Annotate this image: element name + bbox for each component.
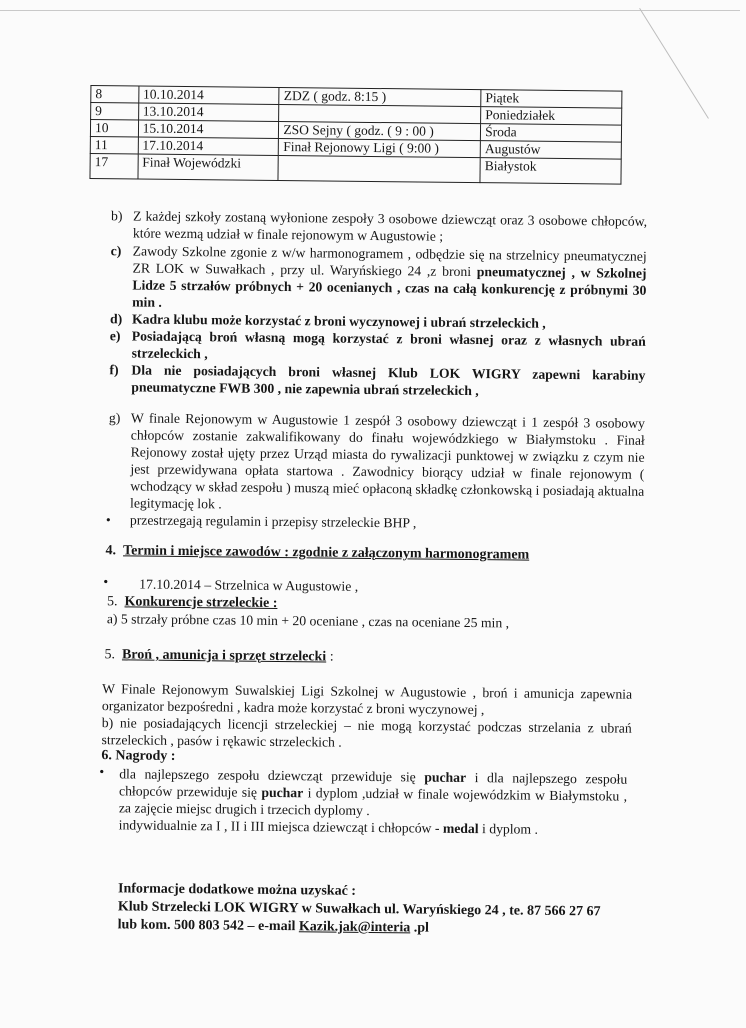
cell-place xyxy=(279,104,481,123)
cell-date: 17.10.2014 xyxy=(138,137,279,155)
cell-place: ZDZ ( godz. 8:15 ) xyxy=(279,87,481,106)
section-title: Broń , amunicja i sprzęt strzelecki xyxy=(121,647,327,665)
section-5b-heading: 5. Broń , amunicja i sprzęt strzelecki : xyxy=(104,647,334,665)
table-row xyxy=(90,154,621,185)
cell-place: ZSO Sejny ( godz. ( 9 : 00 ) xyxy=(279,121,481,140)
cell-day: Środa xyxy=(481,124,622,142)
cell-day: Poniedziałek xyxy=(481,107,622,125)
cell-day: Białystok xyxy=(480,158,621,184)
cell-number: 11 xyxy=(90,137,138,154)
cell-number: 10 xyxy=(90,120,138,137)
prize-puchar: puchar xyxy=(261,784,304,801)
section-5a-heading: 5. Konkurencje strzeleckie : xyxy=(106,594,278,612)
bullet-icon: • xyxy=(105,512,111,528)
email-link[interactable]: Kazik.jak@interia xyxy=(298,919,411,936)
rule-label: g) xyxy=(108,410,121,426)
section-5b-paragraph-1: W Finale Rejonowym Suwalskiej Ligi Szkolnej w Augustowie , broń i amunicja zapewnia organizator bezpośredni , kadra może korzystać z broni wyczynowej , xyxy=(101,681,633,718)
section-4-item: 17.10.2014 – Strzelnica w Augustowie , xyxy=(139,576,359,594)
section-6-paragraph: dla najlepszego zespołu dziewcząt przewiduje się puchar i dla najlepszego zespołu chłopców przewiduje się puchar i dyplom ,udział w finale wojewódzkim w Białymstoku , za zajęcie miejsc drugich i trzecich dyplomy . indywidualnie za I , II i III miejsca dziewcząt i chłopców - medal i dyplom . xyxy=(118,766,628,837)
schedule-table xyxy=(89,85,622,185)
cell-number: 9 xyxy=(91,103,139,120)
rule-text: Kadra klubu może korzystać z broni wyczynowej i ubrań strzeleckich , xyxy=(131,311,546,331)
prize-puchar: puchar xyxy=(424,769,467,785)
cell-date: 10.10.2014 xyxy=(138,86,279,104)
cell-number: 8 xyxy=(91,86,139,103)
rule-b xyxy=(111,207,647,247)
rule-text: Posiadającą broń własną mogą korzystać z broni własnej oraz z własnych ubrań strzeleckich , xyxy=(131,328,646,362)
rule-label: d) xyxy=(109,311,123,327)
cell-date: Finał Wojewódzki xyxy=(138,154,279,180)
cell-place xyxy=(278,155,480,182)
cell-day: Piątek xyxy=(481,90,622,108)
rule-label: c) xyxy=(110,243,122,259)
section-4-heading: 4. Termin i miejsce zawodów : zgodnie z załączonym harmonogramem xyxy=(105,543,530,563)
section-5b-paragraph-2: b) nie posiadających licencji strzeleckiej – nie mogą korzystać podczas strzelania z ubrań strzeleckich , pasów i rękawic strzeleckich . xyxy=(101,715,632,750)
rule-label: e) xyxy=(109,328,121,344)
rule-text: Zawody Szkolne zgonie z w/w harmonogramem , odbędzie się na strzelnicy pneumatycznej ZR LOK w Suwałkach , przy ul. Waryńskiego 24 ,z broni xyxy=(132,243,647,280)
rule-text: W finale Rejonowym w Augustowie 1 zespół 3 osobowy dziewcząt i 1 zespół 3 osobowy chłopców zostanie zakwalifikowany do finału wojewódzkiego w Białymstoku . Finał Rejonowy został ujęty przez Urząd miasta do rywalizacji punktowej w związku z czym nie jest przewidywana opłata startowa . Zawodnicy biorący udział w finale rejonowym ( wchodzący w skład zespołu ) muszą mieć opłaconą składkę członkowską i posiadają aktualna legitymację lok . xyxy=(130,410,646,512)
bullet-icon: • xyxy=(99,765,105,781)
rule-text-bold: pneumatycznej , w Szkolnej Lidze 5 strzałów próbnych + 20 ocenianych , czas na całą konkurencję z próbnymi 30 min . xyxy=(132,264,647,310)
cell-day: Augustów xyxy=(480,141,621,159)
rule-label: b) xyxy=(111,208,123,224)
section-6-heading: 6. Nagrody : xyxy=(101,748,176,764)
rule-g xyxy=(108,409,645,517)
section-5a-item: a) 5 strzały próbne czas 10 min + 20 oceniane , czas na oceniane 25 min , xyxy=(106,611,510,631)
cell-place: Finał Rejonowy Ligi ( 9:00 ) xyxy=(279,138,481,157)
rule-f xyxy=(109,361,645,401)
rule-text: przestrzegają regulamin i przepisy strzeleckie BHP , xyxy=(129,512,417,531)
cell-date: 13.10.2014 xyxy=(138,103,279,121)
cell-number: 17 xyxy=(90,154,138,179)
rule-e xyxy=(110,327,646,367)
rule-text: Dla nie posiadających broni własnej Klub LOK WIGRY zapewni karabiny pneumatyczne FWB 300 , nie zapewnia ubrań strzeleckich , xyxy=(131,362,646,399)
prize-medal: medal xyxy=(442,820,479,837)
cell-date: 15.10.2014 xyxy=(138,120,279,138)
contact-line-3: lub kom. 500 803 542 – e-mail Kazik.jak@interia .pl xyxy=(117,917,430,936)
rule-label: f) xyxy=(109,362,119,378)
section-title: Termin i miejsce zawodów : zgodnie z załączonym harmonogramem xyxy=(123,543,530,563)
contact-info xyxy=(118,880,639,939)
rule-text: Z każdej szkoły zostaną wyłonione zespoły 3 osobowe dziewcząt oraz 3 osobowe chłopców, które wezmą udział w finale rejonowym w Augustowie ; xyxy=(132,208,648,244)
contact-line-1: Informacje dodatkowe można uzyskać : xyxy=(117,881,357,899)
bullet-icon: • xyxy=(103,575,109,591)
rule-c xyxy=(110,242,647,316)
contact-line-2: Klub Strzelecki LOK WIGRY w Suwałkach ul. Waryńskiego 24 , te. 87 566 27 67 xyxy=(117,899,601,920)
section-title: Konkurencje strzeleckie : xyxy=(124,594,278,612)
